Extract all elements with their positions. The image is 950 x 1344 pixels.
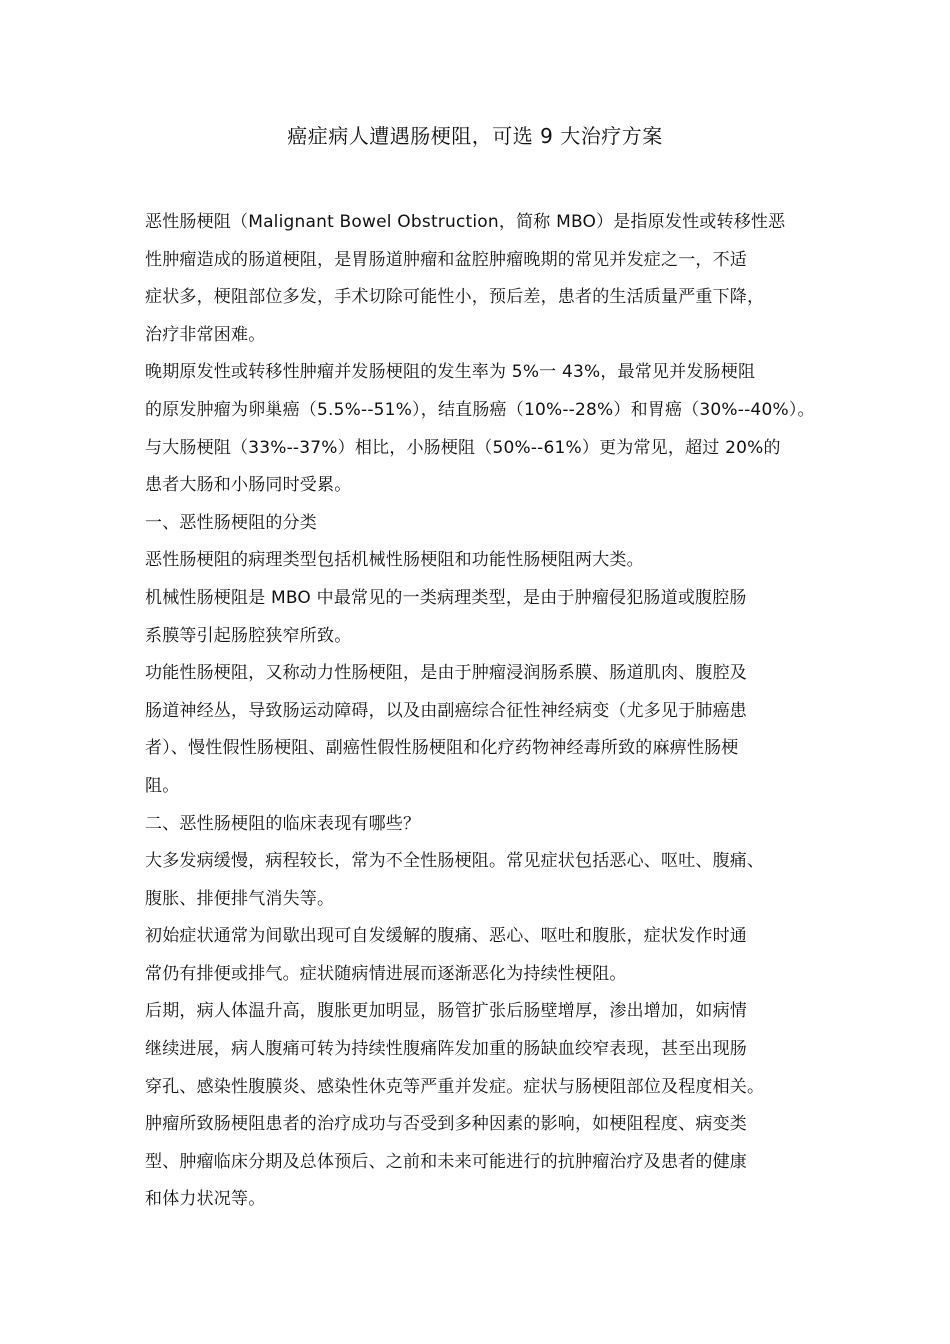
section-heading: 一、恶性肠梗阻的分类 xyxy=(145,512,317,533)
text-line: 机械性肠梗阻是 MBO 中最常见的一类病理类型，是由于肿瘤侵犯肠道或腹腔肠 xyxy=(145,587,747,608)
document-title: 癌症病人遭遇肠梗阻，可选 9 大治疗方案 xyxy=(287,124,663,148)
text-line: 晚期原发性或转移性肿瘤并发肠梗阻的发生率为 5%一 43%，最常见并发肠梗阻 xyxy=(145,362,756,383)
text-line: 与大肠梗阻（33%--37%）相比，小肠梗阻（50%--61%）更为常见，超过 20%的 xyxy=(145,437,781,458)
text-line: 者）、慢性假性肠梗阻、副癌性假性肠梗阻和化疗药物神经毒所致的麻痹性肠梗 xyxy=(145,738,739,759)
text-line: 肠道神经丛，导致肠运动障碍，以及由副癌综合征性神经病变（尤多见于肺癌患 xyxy=(145,700,747,721)
text-line: 继续进展，病人腹痛可转为持续性腹痛阵发加重的肠缺血绞窄表现，甚至出现肠 xyxy=(145,1039,747,1060)
text-line: 肿瘤所致肠梗阻患者的治疗成功与否受到多种因素的影响，如梗阻程度、病变类 xyxy=(145,1114,747,1135)
text-line: 穿孔、感染性腹膜炎、感染性休克等严重并发症。症状与肠梗阻部位及程度相关。 xyxy=(145,1076,765,1097)
text-line: 腹胀、排便排气消失等。 xyxy=(145,888,335,909)
document-body xyxy=(145,204,815,1219)
text-line: 和体力状况等。 xyxy=(145,1189,266,1210)
text-line: 恶性肠梗阻（Malignant Bowel Obstruction，简称 MBO）是指原发性或转移性恶 xyxy=(145,212,786,232)
text-line: 恶性肠梗阻的病理类型包括机械性肠梗阻和功能性肠梗阻两大类。 xyxy=(145,550,644,571)
section-heading: 二、恶性肠梗阻的临床表现有哪些？ xyxy=(145,813,421,834)
text-line: 型、肿瘤临床分期及总体预后、之前和未来可能进行的抗肿瘤治疗及患者的健康 xyxy=(145,1151,747,1172)
text-line: 后期，病人体温升高，腹胀更加明显，肠管扩张后肠壁增厚，渗出增加，如病情 xyxy=(145,1001,747,1022)
text-line: 系膜等引起肠腔狭窄所致。 xyxy=(145,625,352,646)
text-line: 症状多，梗阻部位多发，手术切除可能性小，预后差，患者的生活质量严重下降， xyxy=(145,287,765,308)
text-line: 性肿瘤造成的肠道梗阻，是胃肠道肿瘤和盆腔肿瘤晚期的常见并发症之一，不适 xyxy=(145,249,747,270)
text-line: 常仍有排便或排气。症状随病情进展而逐渐恶化为持续性梗阻。 xyxy=(145,963,627,984)
text-line: 初始症状通常为间歇出现可自发缓解的腹痛、恶心、呕吐和腹胀，症状发作时通 xyxy=(145,926,747,947)
text-line: 阻。 xyxy=(145,775,180,796)
text-line: 患者大肠和小肠同时受累。 xyxy=(145,475,352,496)
text-line: 的原发肿瘤为卵巢癌（5.5%--51%），结直肠癌（10%--28%）和胃癌（30%--40%）。 xyxy=(145,399,815,420)
text-line: 治疗非常困难。 xyxy=(145,324,266,345)
text-line: 大多发病缓慢，病程较长，常为不全性肠梗阻。常见症状包括恶心、呕吐、腹痛、 xyxy=(145,851,765,872)
text-line: 功能性肠梗阻，又称动力性肠梗阻，是由于肿瘤浸润肠系膜、肠道肌肉、腹腔及 xyxy=(145,663,747,684)
